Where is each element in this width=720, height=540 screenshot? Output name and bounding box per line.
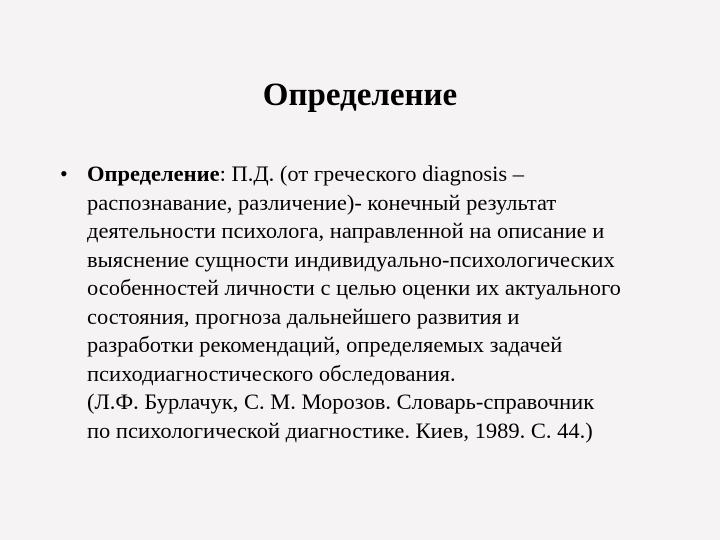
definition-text: [87, 160, 680, 445]
text-line-1: [87, 160, 680, 189]
definition-term: Определение: [87, 161, 220, 186]
text-line: особенностей личности с целью оценки их актуального: [87, 275, 621, 300]
bullet-point: •: [60, 161, 68, 186]
text-line: распознавание, различение)- конечный результат: [87, 189, 557, 215]
text-line: разработки рекомендаций, определяемых задачей: [87, 332, 563, 357]
citation-line: по психологической диагностике. Киев, 1989. С. 44.): [87, 417, 593, 443]
text-line: деятельности психолога, направленной на описание и: [87, 218, 605, 243]
text-line: психодиагностического обследования.: [87, 360, 456, 386]
slide-title: Определение: [262, 77, 458, 113]
citation-line: (Л.Ф. Бурлачук, С. М. Морозов. Словарь-справочник: [87, 389, 595, 414]
text-line: состояния, прогноза дальнейшего развития и: [87, 303, 520, 329]
definition-block: [60, 160, 680, 445]
text-line: выяснение сущности индивидуально-психологических: [87, 246, 615, 272]
definition-start: : П.Д. (от греческого diagnosis –: [219, 161, 525, 186]
